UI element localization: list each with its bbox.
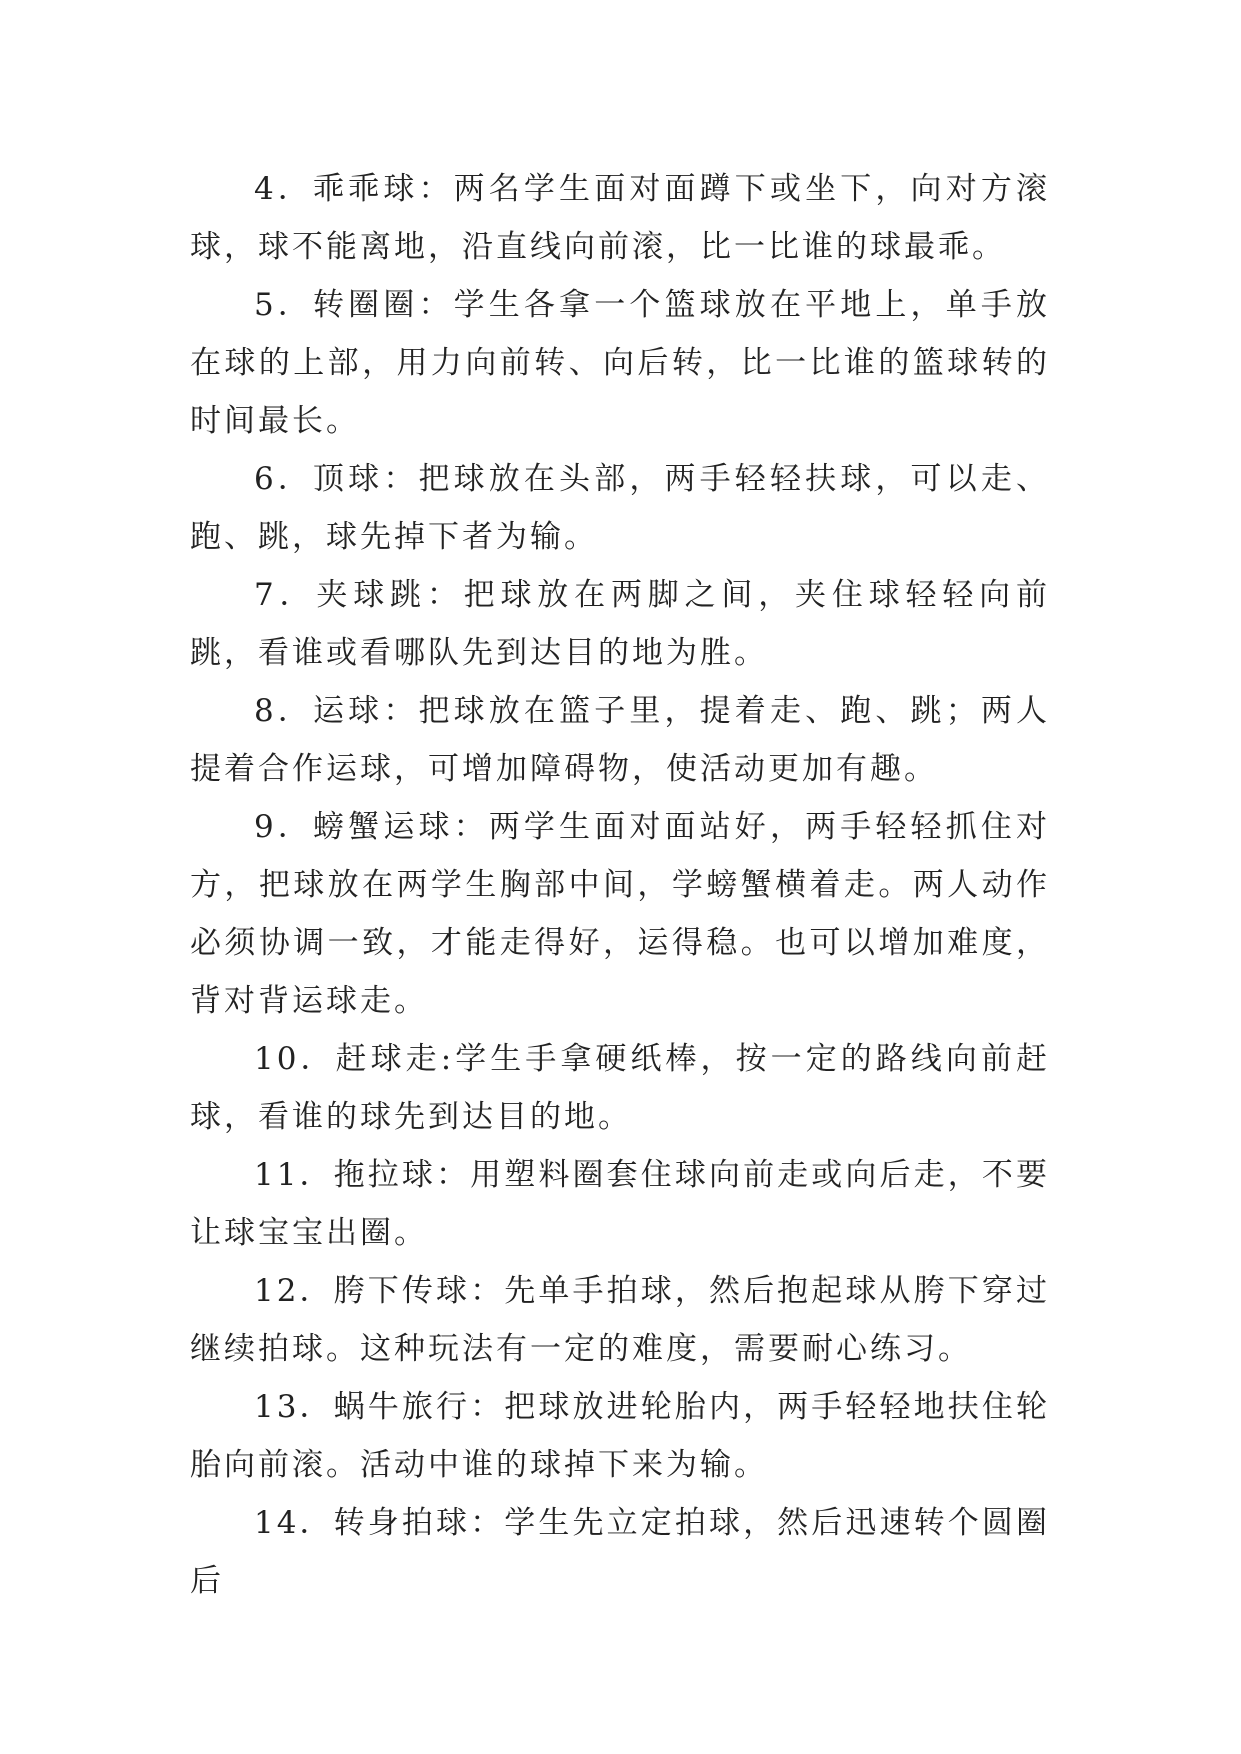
paragraph-item-8: 8．运球：把球放在篮子里，提着走、跑、跳；两人提着合作运球，可增加障碍物，使活动更加有趣。 xyxy=(190,693,1050,787)
paragraph-item-6: 6．顶球：把球放在头部，两手轻轻扶球，可以走、跑、跳，球先掉下者为输。 xyxy=(190,461,1050,555)
paragraph-item-13: 13．蜗牛旅行：把球放进轮胎内，两手轻轻地扶住轮胎向前滚。活动中谁的球掉下来为输。 xyxy=(190,1389,1050,1483)
paragraph-item-5: 5．转圈圈：学生各拿一个篮球放在平地上，单手放在球的上部，用力向前转、向后转，比一比谁的篮球转的时间最长。 xyxy=(190,287,1050,439)
paragraph-item-14: 14．转身拍球：学生先立定拍球，然后迅速转个圆圈后 xyxy=(190,1505,1050,1599)
paragraph-item-9: 9．螃蟹运球：两学生面对面站好，两手轻轻抓住对方，把球放在两学生胸部中间，学螃蟹横着走。两人动作必须协调一致，才能走得好，运得稳。也可以增加难度，背对背运球走。 xyxy=(190,809,1050,1019)
paragraph-item-10: 10．赶球走:学生手拿硬纸棒，按一定的路线向前赶球，看谁的球先到达目的地。 xyxy=(190,1041,1050,1135)
paragraph-item-11: 11．拖拉球：用塑料圈套住球向前走或向后走，不要让球宝宝出圈。 xyxy=(190,1157,1050,1251)
paragraph-item-4: 4．乖乖球：两名学生面对面蹲下或坐下，向对方滚球，球不能离地，沿直线向前滚，比一比谁的球最乖。 xyxy=(190,171,1050,265)
paragraph-item-12: 12．胯下传球：先单手拍球，然后抱起球从胯下穿过继续拍球。这种玩法有一定的难度，需要耐心练习。 xyxy=(190,1273,1050,1367)
paragraph-item-7: 7．夹球跳：把球放在两脚之间，夹住球轻轻向前跳，看谁或看哪队先到达目的地为胜。 xyxy=(190,577,1050,671)
document-body xyxy=(190,160,1050,1610)
